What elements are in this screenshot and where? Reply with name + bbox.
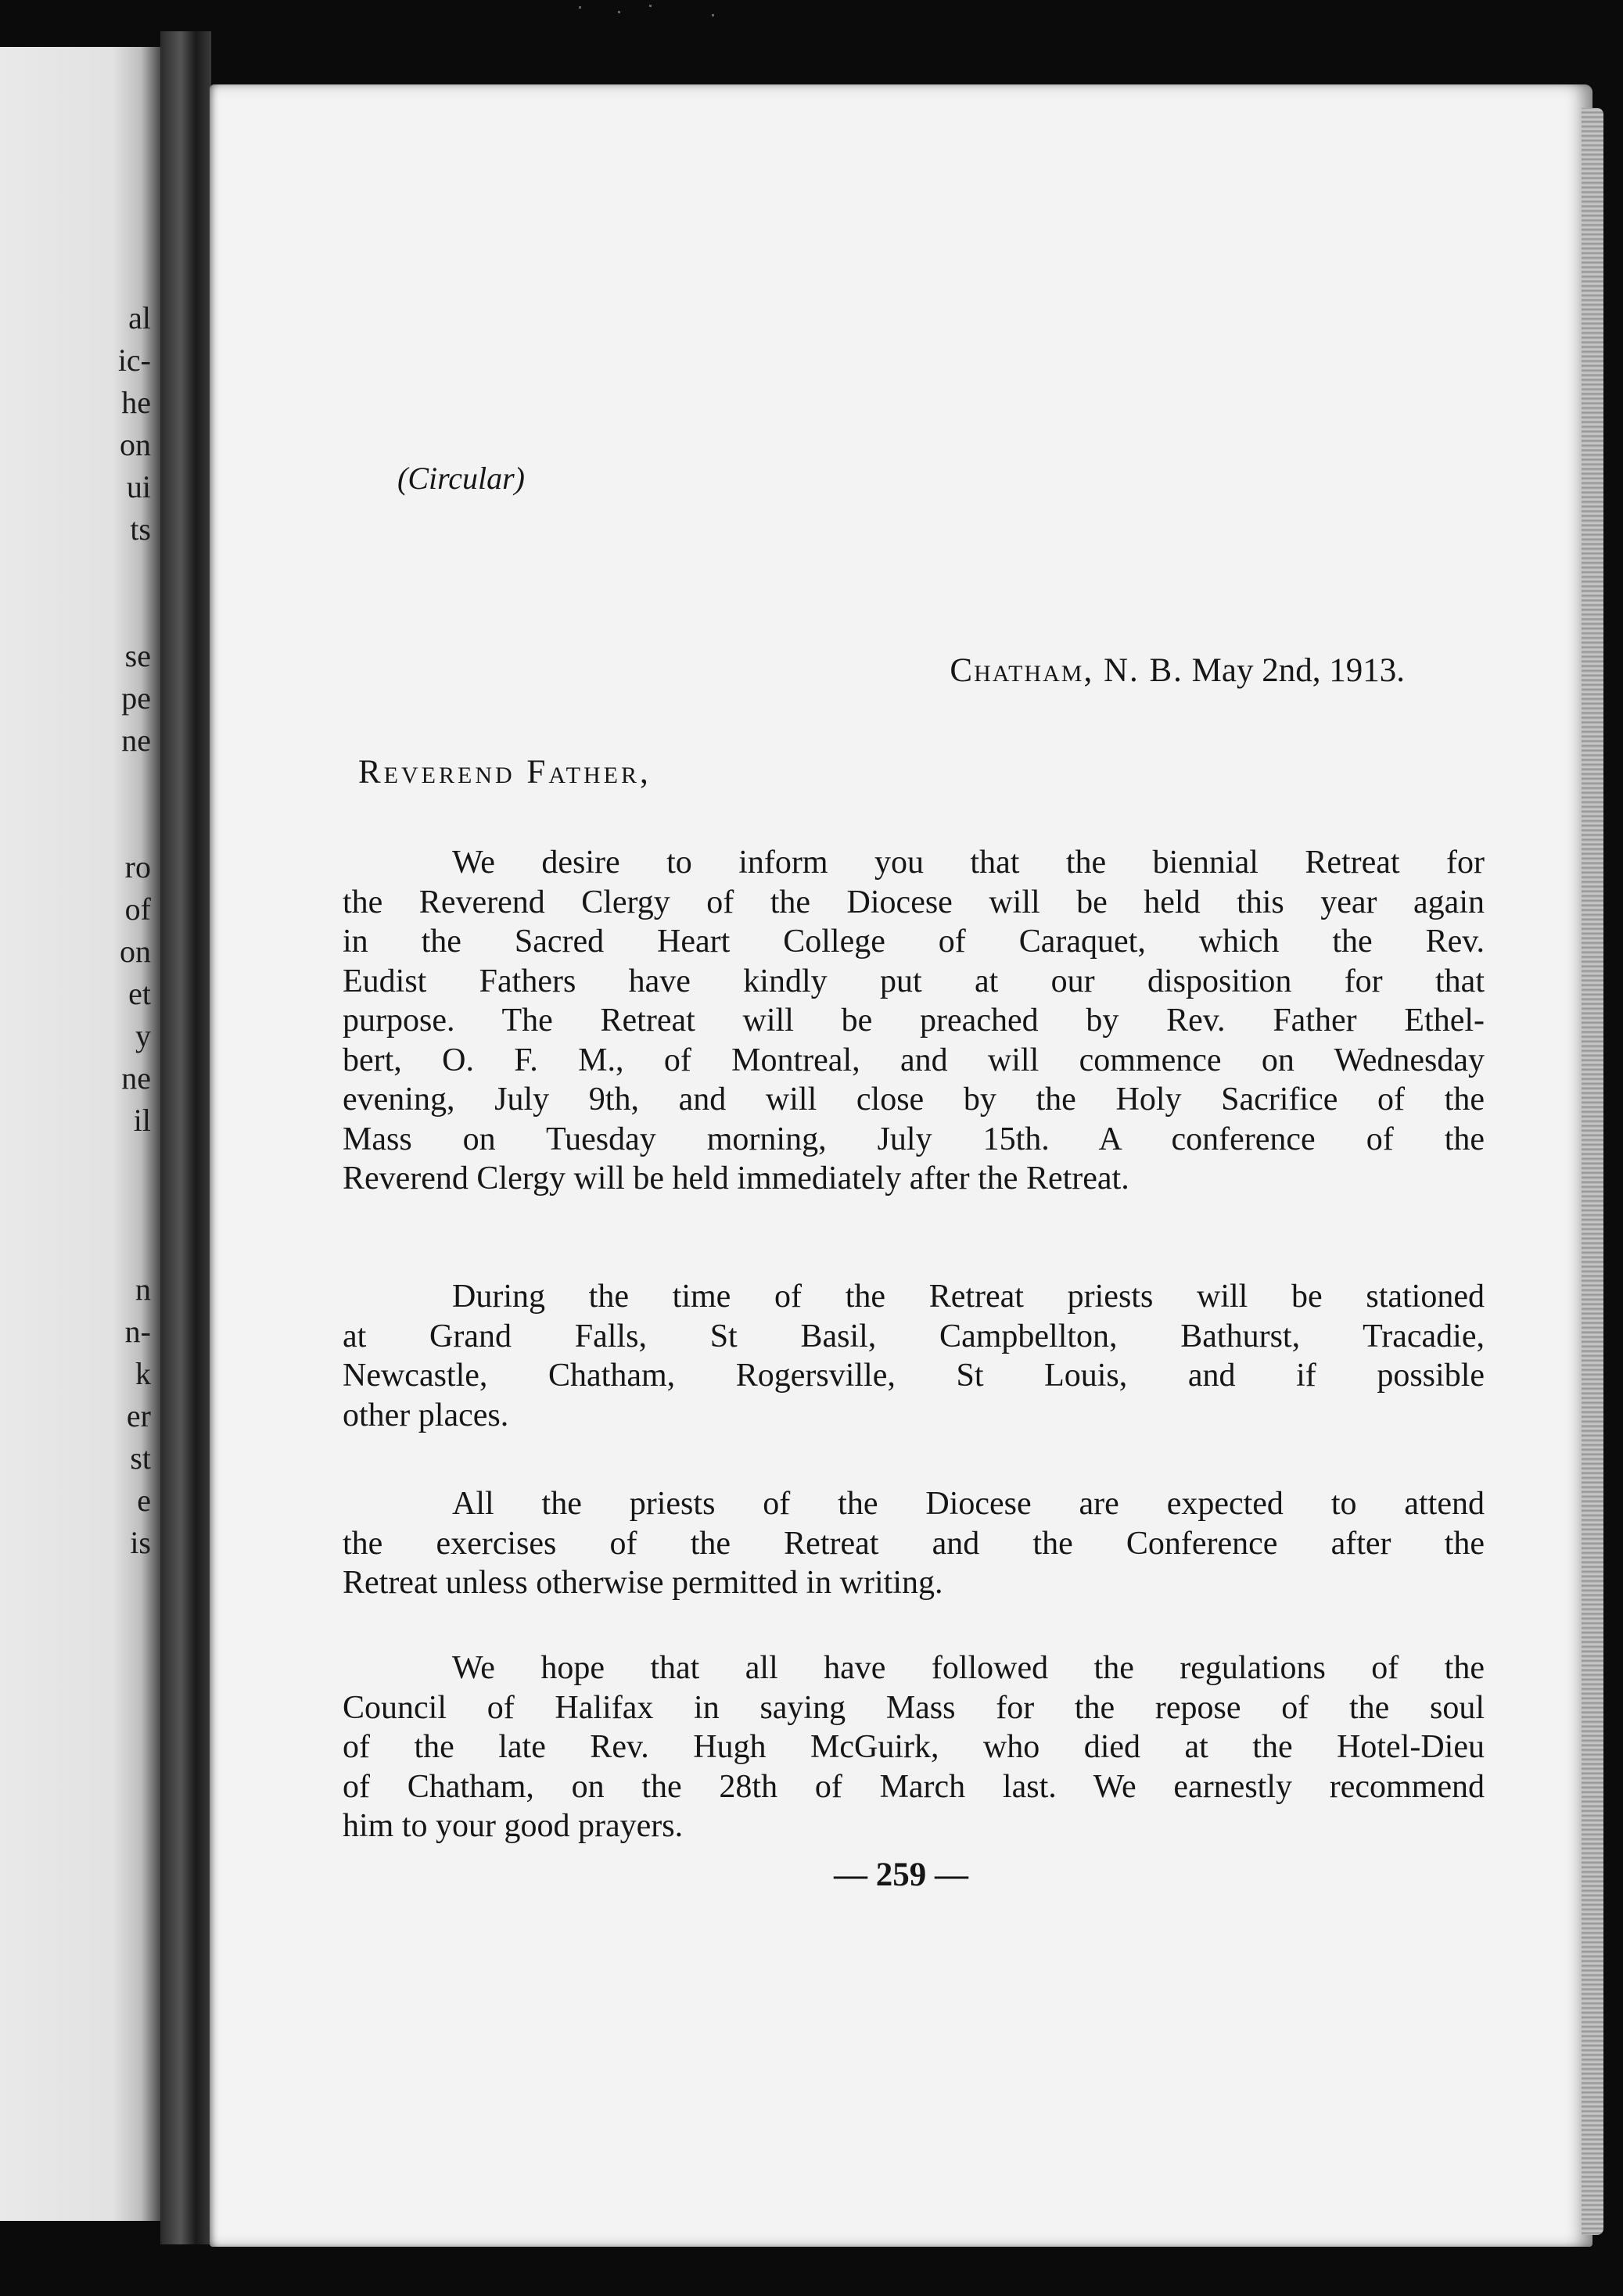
facing-page-fragment: pe xyxy=(121,680,151,716)
facing-page-fragment: is xyxy=(130,1525,151,1560)
circular-label: (Circular) xyxy=(397,461,525,496)
dateline-date: May 2nd, 1913. xyxy=(1191,652,1405,689)
facing-page-fragment xyxy=(57,1142,151,1184)
paragraph-line: purpose. The Retreat will be preached by Rev. Father Ethel- xyxy=(343,1003,1485,1039)
facing-page-fragment: ne xyxy=(121,723,151,758)
facing-page-fragment: e xyxy=(137,1483,151,1518)
paragraph-1 xyxy=(343,843,1485,1199)
paragraph-line: the Reverend Clergy of the Diocese will be held this year again xyxy=(343,884,1485,920)
facing-page-fragment: er xyxy=(126,1398,151,1433)
facing-page-fragment: il xyxy=(133,1103,151,1138)
paragraph-4 xyxy=(343,1648,1485,1846)
paragraph-line: During the time of the Retreat priests will be stationed xyxy=(452,1279,1485,1315)
paragraph-line: evening, July 9th, and will close by the Holy Sacrifice of the xyxy=(343,1082,1485,1118)
paragraph-line: Council of Halifax in saying Mass for the repose of the soul xyxy=(343,1689,1485,1726)
facing-page-fragment xyxy=(57,762,151,804)
paragraph-line: him to your good prayers. xyxy=(343,1808,684,1844)
paragraph-line: the exercises of the Retreat and the Conference after the xyxy=(343,1525,1485,1562)
facing-page-fragment xyxy=(57,804,151,846)
paragraph-2 xyxy=(343,1277,1485,1435)
page-edge-shadow xyxy=(1582,108,1603,2235)
facing-page-fragment xyxy=(57,1226,151,1268)
facing-page-text-fragments xyxy=(57,297,151,1564)
facing-page-fragment: se xyxy=(124,638,151,673)
facing-page-fragment: et xyxy=(128,976,151,1011)
salutation: Reverend Father, xyxy=(358,754,652,791)
document-page xyxy=(210,84,1592,2247)
facing-page-fragment: ic- xyxy=(117,343,151,378)
facing-page-fragment: st xyxy=(130,1440,151,1476)
page-number: — 259 — xyxy=(834,1857,968,1893)
facing-page-fragment xyxy=(57,551,151,593)
paragraph-line: other places. xyxy=(343,1397,509,1433)
facing-page-fragment: n- xyxy=(124,1314,151,1349)
paragraph-line: of Chatham, on the 28th of March last. We earnestly recommend xyxy=(343,1768,1485,1805)
book-gutter xyxy=(160,31,211,2244)
facing-page-fragment: on xyxy=(120,427,151,462)
facing-page-fragment: on xyxy=(120,934,151,969)
facing-page-fragment: ts xyxy=(130,511,151,547)
facing-page-fragment: al xyxy=(128,300,151,335)
paragraph-line: at Grand Falls, St Basil, Campbellton, Bathurst, Tracadie, xyxy=(343,1318,1485,1354)
facing-page-fragment: ui xyxy=(126,469,151,504)
paragraph-line: We hope that all have followed the regulations of the xyxy=(452,1650,1485,1686)
paragraph-line: bert, O. F. M., of Montreal, and will commence on Wednesday xyxy=(343,1042,1485,1078)
dateline xyxy=(950,651,1405,690)
paragraph-line: Retreat unless otherwise permitted in writing. xyxy=(343,1565,943,1601)
dateline-place: Chatham, N. B. xyxy=(950,652,1183,689)
facing-page-fragment: n xyxy=(135,1272,151,1307)
paragraph-line: Newcastle, Chatham, Rogersville, St Louis, and if possible xyxy=(343,1358,1485,1394)
facing-page-edge xyxy=(0,47,160,2221)
facing-page-fragment: k xyxy=(135,1356,151,1391)
facing-page-fragment: y xyxy=(135,1018,151,1053)
paragraph-line: Eudist Fathers have kindly put at our disposition for that xyxy=(343,963,1485,999)
paragraph-line: of the late Rev. Hugh McGuirk, who died at the Hotel-Dieu xyxy=(343,1729,1485,1765)
facing-page-fragment: ro xyxy=(124,849,151,884)
paragraph-3 xyxy=(343,1484,1485,1603)
facing-page-fragment: of xyxy=(124,891,151,927)
facing-page-fragment xyxy=(57,1184,151,1226)
facing-page-fragment: he xyxy=(121,385,151,420)
facing-page-fragment xyxy=(57,593,151,635)
scan-specks xyxy=(548,0,860,31)
paragraph-line: Reverend Clergy will be held immediately after the Retreat. xyxy=(343,1161,1129,1196)
paragraph-line: in the Sacred Heart College of Caraquet, which the Rev. xyxy=(343,924,1485,960)
facing-page-fragment: ne xyxy=(121,1060,151,1096)
paragraph-line: We desire to inform you that the biennial Retreat for xyxy=(452,845,1485,881)
paragraph-line: All the priests of the Diocese are expected to attend xyxy=(452,1486,1485,1522)
paragraph-line: Mass on Tuesday morning, July 15th. A conference of the xyxy=(343,1121,1485,1157)
